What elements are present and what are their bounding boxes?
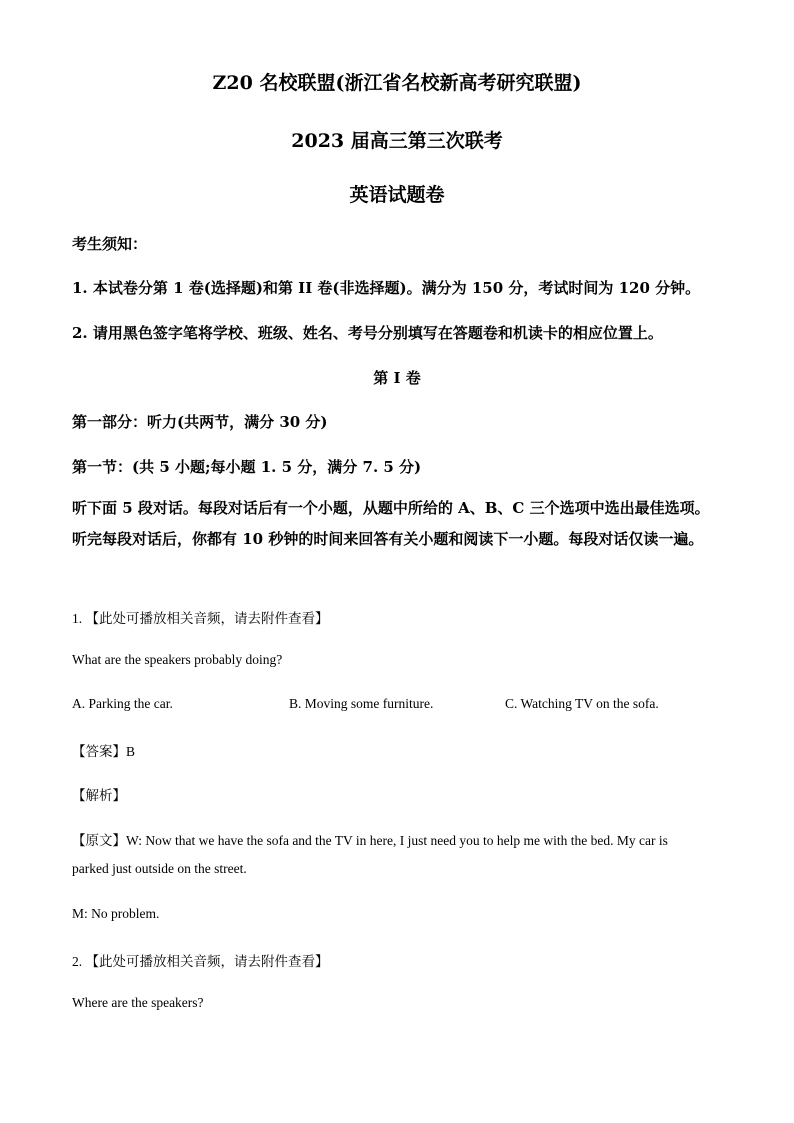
volume-heading: 第 I 卷 (373, 369, 421, 387)
exam-title: Z20 名校联盟(浙江省名校新高考研究联盟) (212, 72, 582, 94)
q1-option-b: B. Moving some furniture. (289, 696, 434, 711)
q1-transcript-line-2: parked just outside on the street. (72, 861, 247, 876)
listening-instructions: 听下面 5 段对话。每段对话后有一个小题，从题中所给的 A、B、C 三个选项中选出最佳选项。听完每段对话后，你都有 10 秒钟的时间来回答有关小题和阅读下一小题。每段对话仅读一遍。 (72, 499, 710, 548)
q1-question: What are the speakers probably doing? (72, 652, 283, 667)
part-heading: 第一部分：听力(共两节，满分 30 分) (72, 413, 328, 431)
q1-analysis-label: 【解析】 (72, 788, 126, 803)
q2-audio-note: 2. 【此处可播放相关音频，请去附件查看】 (72, 954, 329, 969)
q1-answer: 【答案】B (72, 744, 136, 759)
q1-option-c: C. Watching TV on the sofa. (505, 696, 659, 711)
q1-transcript-line-1: 【原文】W: Now that we have the sofa and the TV in here, I just need you to help me with the bed. My car is (72, 833, 668, 848)
section-heading: 第一节：(共 5 小题;每小题 1. 5 分，满分 7. 5 分) (72, 458, 422, 476)
exam-subtitle: 2023 届高三第三次联考 (291, 130, 503, 152)
notice-item-2: 2. 请用黑色签字笔将学校、班级、姓名、考号分别填写在答题卷和机读卡的相应位置上。 (72, 324, 663, 342)
q1-option-a: A. Parking the car. (72, 696, 173, 711)
notice-heading: 考生须知： (72, 235, 148, 253)
q1-transcript-line-3: M: No problem. (72, 906, 160, 921)
q1-audio-note: 1. 【此处可播放相关音频，请去附件查看】 (72, 611, 329, 626)
exam-subject: 英语试题卷 (349, 184, 445, 206)
notice-item-1: 1. 本试卷分第 1 卷(选择题)和第 II 卷(非选择题)。满分为 150 分，考试时间为 120 分钟。 (72, 279, 701, 297)
q2-question: Where are the speakers? (72, 995, 204, 1010)
